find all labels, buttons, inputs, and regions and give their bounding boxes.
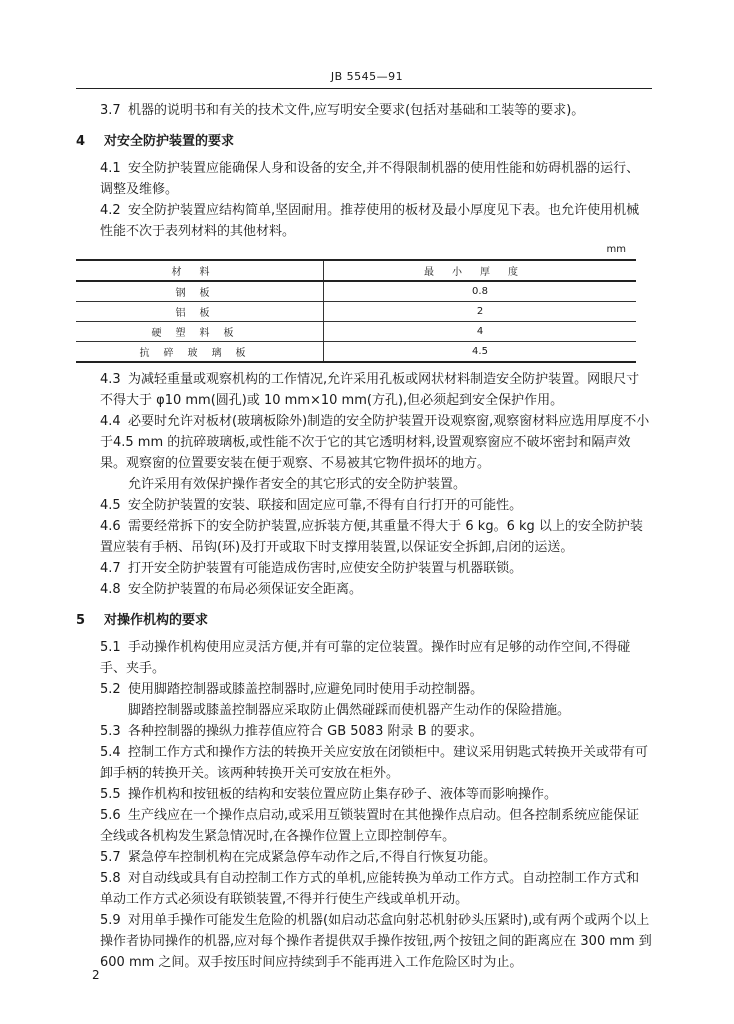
table-cell-thickness: 4 bbox=[324, 322, 637, 342]
table-cell-thickness: 2 bbox=[324, 302, 637, 322]
clause-5-6: 5.6 生产线应在一个操作点启动,或采用互锁装置时在其他操作点启动。但各控制系统应能保证全线或各机构发生紧急情况时,在各操作位置上立即控制停车。 bbox=[100, 808, 640, 844]
page-number: 2 bbox=[92, 968, 100, 982]
clause-5-7: 5.7 紧急停车控制机构在完成紧急停车动作之后,不得自行恢复功能。 bbox=[100, 850, 497, 865]
table-cell-material: 抗碎玻璃板 bbox=[76, 342, 324, 363]
clause-3-7: 3.7 机器的说明书和有关的技术文件,应写明安全要求(包括对基础和工装等的要求)。 bbox=[100, 103, 585, 118]
clause-5-4: 5.4 控制工作方式和操作方法的转换开关应安放在闭锁柜中。建议采用钥匙式转换开关或带有可卸手柄的转换开关。该两种转换开关可安放在柜外。 bbox=[100, 745, 649, 781]
clause-5-2: 5.2 使用脚踏控制器或膝盖控制器时,应避免同时使用手动控制器。 bbox=[100, 682, 484, 697]
document-body bbox=[76, 100, 652, 973]
clause-5-5: 5.5 操作机构和按钮板的结构和安装位置应防止集存砂子、液体等而影响操作。 bbox=[100, 787, 558, 802]
header-rule bbox=[76, 88, 652, 89]
table-row bbox=[76, 281, 636, 302]
table-header-thickness: 最小厚度 bbox=[324, 260, 637, 281]
table-unit: mm bbox=[606, 244, 626, 255]
section-5-heading: 5 对操作机构的要求 bbox=[76, 613, 209, 628]
table-cell-material: 铝板 bbox=[76, 302, 324, 322]
clause-4-4: 4.4 必要时允许对板材(玻璃板除外)制造的安全防护装置开设观察窗,观察窗材料应选用厚度不小于4.5 mm 的抗碎玻璃板,或性能不次于它的其它透明材料,设置观察窗应不破坏密封和隔声效果。观察窗的位置要安装在便于观察、不易被其它物件损坏的地方。 bbox=[100, 414, 650, 471]
section-4-heading: 4 对安全防护装置的要求 bbox=[76, 134, 235, 149]
table-cell-material: 钢板 bbox=[76, 281, 324, 302]
table-row bbox=[76, 322, 636, 342]
clause-4-2: 4.2 安全防护装置应结构简单,坚固耐用。推荐使用的板材及最小厚度见下表。也允许使用机械性能不次于表列材料的其他材料。 bbox=[100, 203, 640, 239]
clause-4-6: 4.6 需要经常拆下的安全防护装置,应拆装方便,其重量不得大于 6 kg。6 kg 以上的安全防护装置应装有手柄、吊钩(环)及打开或取下时支撑用装置,以保证安全拆卸,启闭的运送。 bbox=[100, 519, 643, 555]
clause-4-4-continuation: 允许采用有效保护操作者安全的其它形式的安全防护装置。 bbox=[128, 477, 467, 492]
table-cell-thickness: 4.5 bbox=[324, 342, 637, 363]
document-header: JB 5545—91 bbox=[330, 70, 404, 83]
clause-4-1: 4.1 安全防护装置应能确保人身和设备的安全,并不得限制机器的使用性能和妨碍机器的运行、调整及维修。 bbox=[100, 161, 640, 197]
clause-5-1: 5.1 手动操作机构使用应灵活方便,并有可靠的定位装置。操作时应有足够的动作空间,不得碰手、夹手。 bbox=[100, 640, 631, 676]
clause-4-7: 4.7 打开安全防护装置有可能造成伤害时,应使安全防护装置与机器联锁。 bbox=[100, 561, 523, 576]
clause-5-9: 5.9 对用单手操作可能发生危险的机器(如启动芯盒向射芯机射砂头压紧时),或有两个或两个以上操作者协同操作的机器,应对每个操作者提供双手操作按钮,两个按钮之间的距离应在 300 mm 到 600 mm 之间。双手按压时间应持续到手不能再进入工作危险区时为止。 bbox=[100, 913, 652, 970]
table-cell-thickness: 0.8 bbox=[324, 281, 637, 302]
table-header-material: 材料 bbox=[76, 260, 324, 281]
table-header-row bbox=[76, 260, 636, 281]
clause-5-2-continuation: 脚踏控制器或膝盖控制器应采取防止偶然碰踩而使机器产生动作的保险措施。 bbox=[128, 703, 571, 718]
material-thickness-table bbox=[76, 259, 636, 363]
table-row bbox=[76, 302, 636, 322]
clause-4-8: 4.8 安全防护装置的布局必须保证安全距离。 bbox=[100, 582, 363, 597]
table-row bbox=[76, 342, 636, 363]
clause-5-8: 5.8 对自动线或具有自动控制工作方式的单机,应能转换为单动工作方式。自动控制工作方式和单动工作方式必须设有联锁装置,不得并行使生产线或单机开动。 bbox=[100, 871, 640, 907]
table-cell-material: 硬塑料板 bbox=[76, 322, 324, 342]
clause-4-5: 4.5 安全防护装置的安装、联接和固定应可靠,不得有自行打开的可能性。 bbox=[100, 498, 523, 513]
clause-5-3: 5.3 各种控制器的操纵力推荐值应符合 GB 5083 附录 B 的要求。 bbox=[100, 724, 483, 739]
clause-4-3: 4.3 为减轻重量或观察机构的工作情况,允许采用孔板或网状材料制造安全防护装置。网眼尺寸不得大于 φ10 mm(圆孔)或 10 mm×10 mm(方孔),但必须起到安全保护作用。 bbox=[100, 372, 640, 408]
